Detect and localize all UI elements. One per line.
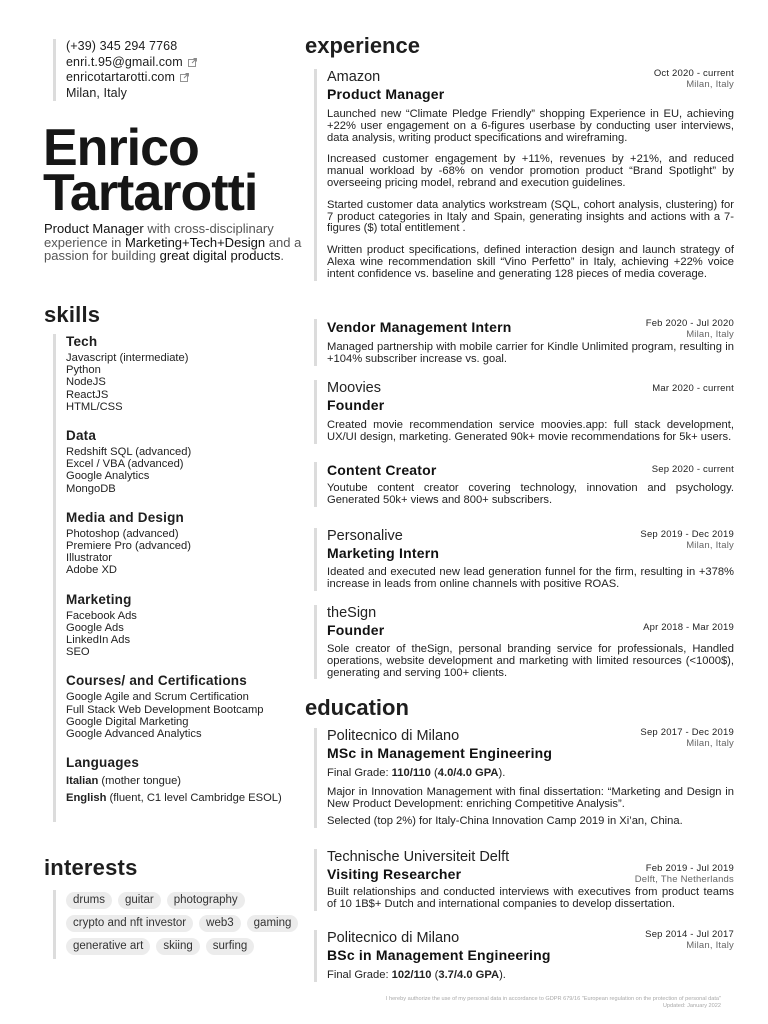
interests-heading: interests xyxy=(44,855,138,880)
website-link[interactable]: enricotartarotti.com xyxy=(66,70,175,84)
tagline-role: Product Manager xyxy=(44,221,144,236)
entry-meta xyxy=(635,864,734,885)
job-role: Content Creator xyxy=(327,462,437,478)
description-paragraph: Sole creator of theSign, personal branding service for professionals, Handled operations, website development and marketing with limited resources (<1000$), generating and serving 100+ clients. xyxy=(327,643,734,679)
experience-entry xyxy=(314,528,734,591)
tagline-text: with cross-disciplinary experience in xyxy=(44,221,274,250)
company-name: Amazon xyxy=(327,69,381,85)
phone-number: (+39) 345 294 7768 xyxy=(66,39,178,53)
entry-location: Milan, Italy xyxy=(686,737,734,749)
description-paragraph: Launched new “Climate Pledge Friendly” shopping Experience in EU, achieving +22% user engagement on a 6-figures userbase by conducting user interviews, data analysis, writing product specifications and wireframing. xyxy=(327,108,734,144)
skill-group-heading: Tech xyxy=(66,334,98,349)
company-name: Moovies xyxy=(327,380,381,396)
footer xyxy=(386,996,721,1010)
entry-date: Feb 2020 - Jul 2020 xyxy=(645,318,734,329)
skill-item: Excel / VBA (advanced) xyxy=(66,458,184,471)
tagline-text: and a passion for building xyxy=(44,234,302,264)
skill-item: Facebook Ads xyxy=(66,609,137,622)
entry-meta xyxy=(643,623,734,634)
gdpr-notice: I hereby authorize the use of my personal data in accordance to GDPR 679/16 "European regulation on the protection of personal data" xyxy=(385,996,721,1002)
degree-name: Visiting Researcher xyxy=(327,866,462,882)
interest-chip: gaming xyxy=(247,915,299,932)
education-detail: Built relationships and conducted interviews with executives from product teams of 10 1B$+ Dutch and international companies to develop dissertation. xyxy=(327,886,734,910)
entry-description xyxy=(327,342,734,366)
description-paragraph: Created movie recommendation service moovies.app: full stack development, UX/UI design, marketing. Generated 90k+ movie recommendations for 5k+ users. xyxy=(327,419,734,443)
skills-heading: skills xyxy=(44,302,101,327)
entry-description xyxy=(327,567,734,591)
interest-chip: web3 xyxy=(199,915,241,932)
skill-group-heading: Marketing xyxy=(66,591,132,607)
tagline-text: . xyxy=(280,248,284,264)
school-name: Technische Universiteit Delft xyxy=(327,849,510,865)
first-name: Enrico xyxy=(43,119,199,177)
last-name: Tartarotti xyxy=(43,164,258,222)
job-role: Founder xyxy=(327,622,385,638)
email-row[interactable] xyxy=(66,55,296,71)
entry-description xyxy=(327,420,734,444)
entry-date: Mar 2020 - current xyxy=(652,383,734,394)
description-paragraph: Started customer data analytics workstream (SQL, cohort analysis, clustering) for 7 product categories in Italy and Spain, generating insights and actions with a 7-figures ($) total entitlement . xyxy=(327,198,734,235)
language-item: Italian (mother tongue) xyxy=(66,775,182,788)
skill-item: Google Analytics xyxy=(66,470,150,483)
skill-item: SEO xyxy=(66,646,90,659)
languages-heading: Languages xyxy=(66,755,140,771)
skill-item: ReactJS xyxy=(66,388,109,401)
job-role: Marketing Intern xyxy=(327,545,440,561)
description-paragraph: Youtube content creator covering technology, innovation and psychology. Generated 50k+ views and 800+ subscribers. xyxy=(327,482,734,506)
entry-meta xyxy=(652,384,734,395)
skill-item: LinkedIn Ads xyxy=(66,634,131,647)
entry-description xyxy=(327,483,734,507)
skill-item: Adobe XD xyxy=(66,564,117,577)
entry-meta xyxy=(640,728,734,749)
languages-group xyxy=(66,755,316,807)
skill-item: Google Advanced Analytics xyxy=(66,728,202,741)
skill-item: Javascript (intermediate) xyxy=(66,352,189,364)
entry-location: Milan, Italy xyxy=(686,539,734,551)
interest-chip: guitar xyxy=(118,892,161,909)
education-detail: Major in Innovation Management with final dissertation: “Marketing and Design in New Product Development: enriching Competitive Analysis”. xyxy=(327,785,734,810)
contact-block xyxy=(53,39,296,101)
entry-location: Delft, The Netherlands xyxy=(634,873,734,885)
interest-chip: skiing xyxy=(156,938,199,955)
education-entry xyxy=(314,849,734,911)
person-name xyxy=(43,119,258,222)
school-name: Politecnico di Milano xyxy=(327,728,460,744)
skill-item: Illustrator xyxy=(66,552,113,565)
interests-list xyxy=(53,890,306,959)
entry-date: Oct 2020 - current xyxy=(653,68,734,79)
email-link[interactable]: enri.t.95@gmail.com xyxy=(66,54,183,69)
company-name: theSign xyxy=(327,605,377,621)
education-entry xyxy=(314,930,734,982)
entry-description xyxy=(327,644,734,679)
skill-item: HTML/CSS xyxy=(66,400,123,413)
entry-location: Milan, Italy xyxy=(686,939,734,951)
skill-group xyxy=(66,334,316,413)
entry-date: Sep 2014 - Jul 2017 xyxy=(645,929,734,940)
description-paragraph: Ideated and executed new lead generation funnel for the firm, resulting in +378% increase in leads from online channels with positive ROAS. xyxy=(327,566,734,590)
location: Milan, Italy xyxy=(66,85,127,100)
entry-date: Sep 2019 - Dec 2019 xyxy=(640,529,734,540)
language-item: English (fluent, C1 level Cambridge ESOL) xyxy=(66,792,282,805)
skill-group xyxy=(66,673,316,740)
entry-location: Milan, Italy xyxy=(686,328,734,340)
experience-entry xyxy=(314,380,734,444)
skill-item: Redshift SQL (advanced) xyxy=(66,446,192,459)
tagline-fields: Marketing+Tech+Design xyxy=(124,234,266,250)
description-paragraph: Managed partnership with mobile carrier for Kindle Unlimited program, resulting in +104% subscriber increase vs. goal. xyxy=(327,341,734,365)
website-row[interactable] xyxy=(66,70,296,86)
skill-item: Python xyxy=(66,364,101,377)
interest-chip: crypto and nft investor xyxy=(66,915,193,932)
skill-group xyxy=(66,510,316,577)
experience-entry xyxy=(314,69,734,281)
interest-chip: surfing xyxy=(206,938,255,955)
skill-item: Google Ads xyxy=(66,621,124,634)
company-name: Personalive xyxy=(327,528,403,544)
skill-item: NodeJS xyxy=(66,376,106,389)
education-detail: Selected (top 2%) for Italy-China Innovation Camp 2019 in Xi’an, China. xyxy=(327,815,683,828)
job-role: Founder xyxy=(327,397,385,413)
entry-date: Apr 2018 - Mar 2019 xyxy=(643,622,734,633)
interest-chip: generative art xyxy=(66,938,150,955)
skill-group-heading: Media and Design xyxy=(66,509,184,525)
final-grade: Final Grade: 110/110 (4.0/4.0 GPA). xyxy=(327,767,506,779)
experience-entry xyxy=(314,462,734,507)
description-paragraph: Increased customer engagement by +11%, revenues by +21%, and reduced manual workload by -68% on vendor promotion product “Brand Spotlight” by overseeing pricing model, rebrand and execution guidelines. xyxy=(327,153,734,189)
entry-meta xyxy=(645,930,734,951)
external-link-icon xyxy=(188,58,197,67)
skills-list xyxy=(53,334,316,822)
updated-date: Updated: January 2022 xyxy=(662,1003,721,1009)
skill-group xyxy=(66,428,316,495)
school-name: Politecnico di Milano xyxy=(327,930,460,946)
job-role: Vendor Management Intern xyxy=(327,319,512,335)
job-role: Product Manager xyxy=(327,86,445,102)
skill-group xyxy=(66,592,316,659)
entry-meta xyxy=(654,69,734,90)
skill-item: Premiere Pro (advanced) xyxy=(66,540,191,553)
experience-entry xyxy=(314,605,734,679)
entry-meta xyxy=(652,465,734,476)
interest-chip: photography xyxy=(167,892,245,909)
skill-group-heading: Courses/ and Certifications xyxy=(66,673,247,689)
experience-entry xyxy=(314,319,734,366)
skill-item: MongoDB xyxy=(66,482,116,495)
external-link-icon xyxy=(180,73,189,82)
skill-item: Google Digital Marketing xyxy=(66,715,189,728)
entry-meta xyxy=(646,319,734,340)
tagline-passion: great digital products xyxy=(159,248,281,264)
entry-date: Feb 2019 - Jul 2019 xyxy=(645,863,734,874)
final-grade: Final Grade: 102/110 (3.7/4.0 GPA). xyxy=(327,969,506,981)
education-entry xyxy=(314,728,734,828)
experience-heading: experience xyxy=(305,33,420,58)
skill-item: Full Stack Web Development Bootcamp xyxy=(66,703,264,716)
skill-item: Photoshop (advanced) xyxy=(66,527,179,540)
interest-chip: drums xyxy=(66,892,112,909)
skill-group-heading: Data xyxy=(66,428,97,444)
skill-item: Google Agile and Scrum Certification xyxy=(66,691,249,704)
degree-name: MSc in Management Engineering xyxy=(327,745,553,761)
entry-location: Milan, Italy xyxy=(686,78,734,90)
degree-name: BSc in Management Engineering xyxy=(327,947,551,963)
tagline xyxy=(44,222,304,263)
education-heading: education xyxy=(305,695,409,720)
entry-date: Sep 2017 - Dec 2019 xyxy=(640,727,734,738)
entry-description xyxy=(327,109,734,281)
description-paragraph: Written product specifications, defined interaction design and launch strategy of Alexa wine recommendation skill “Vino Perfetto” in Italy, achieving +22% voice intent confidence vs. baseline and generating 128 pieces of media coverage. xyxy=(327,244,734,280)
entry-date: Sep 2020 - current xyxy=(651,464,734,475)
entry-meta xyxy=(640,530,734,551)
